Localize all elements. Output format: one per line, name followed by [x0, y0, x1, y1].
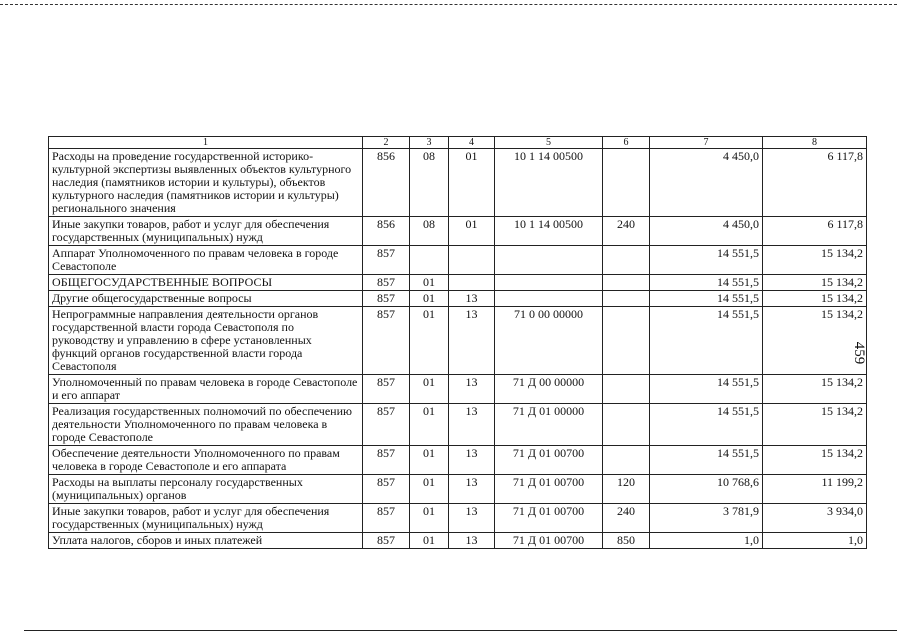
header-col-5: 5	[495, 137, 603, 149]
row-vr: 240	[603, 504, 650, 533]
row-rz: 01	[410, 307, 449, 375]
row-rz: 01	[410, 291, 449, 307]
row-vr	[603, 446, 650, 475]
row-year2: 11 199,2	[763, 475, 867, 504]
row-name: Уполномоченный по правам человека в городе Севастополе и его аппарат	[49, 375, 363, 404]
row-csr: 71 Д 00 00000	[495, 375, 603, 404]
header-col-3: 3	[410, 137, 449, 149]
row-year2: 15 134,2	[763, 446, 867, 475]
row-ved: 857	[363, 375, 410, 404]
row-year1: 4 450,0	[650, 149, 763, 217]
table-row	[49, 446, 867, 475]
header-col-1: 1	[49, 137, 363, 149]
row-rz: 01	[410, 275, 449, 291]
row-year2: 15 134,2	[763, 404, 867, 446]
row-name: Другие общегосударственные вопросы	[49, 291, 363, 307]
row-name: Иные закупки товаров, работ и услуг для обеспечения государственных (муниципальных) нужд	[49, 504, 363, 533]
row-pr: 13	[449, 291, 495, 307]
header-col-7: 7	[650, 137, 763, 149]
row-year2: 6 117,8	[763, 149, 867, 217]
row-year2: 6 117,8	[763, 217, 867, 246]
row-vr	[603, 149, 650, 217]
row-vr	[603, 291, 650, 307]
row-ved: 857	[363, 475, 410, 504]
row-ved: 857	[363, 533, 410, 549]
row-csr: 71 Д 01 00700	[495, 475, 603, 504]
row-name: Аппарат Уполномоченного по правам человека в городе Севастополе	[49, 246, 363, 275]
row-pr: 13	[449, 446, 495, 475]
row-name: Непрограммные направления деятельности органов государственной власти города Севастополя по руководству и управлению в сфере установленных функций органов государственной власти города Севастополя	[49, 307, 363, 375]
table-row	[49, 375, 867, 404]
table-row	[49, 475, 867, 504]
row-rz: 08	[410, 149, 449, 217]
row-ved: 857	[363, 504, 410, 533]
row-year1: 14 551,5	[650, 275, 763, 291]
bottom-edge-line	[24, 630, 897, 631]
row-rz: 01	[410, 375, 449, 404]
row-name: Расходы на проведение государственной историко-культурной экспертизы выявленных объектов культурного наследия (памятников истории и культуры), объектов культурного наследия (памятников истории и культуры) регионального значения	[49, 149, 363, 217]
row-year2: 3 934,0	[763, 504, 867, 533]
row-year1: 1,0	[650, 533, 763, 549]
row-year2: 15 134,2	[763, 375, 867, 404]
row-pr: 13	[449, 504, 495, 533]
row-rz: 01	[410, 446, 449, 475]
row-year1: 14 551,5	[650, 404, 763, 446]
table-row	[49, 533, 867, 549]
row-rz: 01	[410, 475, 449, 504]
row-year2: 15 134,2	[763, 275, 867, 291]
table-row	[49, 149, 867, 217]
row-name: Уплата налогов, сборов и иных платежей	[49, 533, 363, 549]
row-pr: 13	[449, 533, 495, 549]
row-ved: 856	[363, 149, 410, 217]
row-rz: 01	[410, 533, 449, 549]
row-name: Иные закупки товаров, работ и услуг для обеспечения государственных (муниципальных) нужд	[49, 217, 363, 246]
row-rz	[410, 246, 449, 275]
row-csr: 71 Д 01 00700	[495, 504, 603, 533]
row-pr: 01	[449, 149, 495, 217]
row-vr	[603, 307, 650, 375]
row-csr: 71 0 00 00000	[495, 307, 603, 375]
row-rz: 08	[410, 217, 449, 246]
row-pr: 13	[449, 404, 495, 446]
row-vr	[603, 246, 650, 275]
table-row	[49, 217, 867, 246]
row-pr	[449, 246, 495, 275]
row-pr	[449, 275, 495, 291]
row-ved: 856	[363, 217, 410, 246]
row-year2: 15 134,2	[763, 291, 867, 307]
table-row	[49, 275, 867, 291]
budget-table	[48, 136, 867, 549]
row-ved: 857	[363, 246, 410, 275]
page-number: 459	[851, 341, 867, 365]
row-ved: 857	[363, 275, 410, 291]
row-year2: 15 134,2	[763, 246, 867, 275]
table-row	[49, 404, 867, 446]
header-row	[49, 137, 867, 149]
row-vr	[603, 375, 650, 404]
table-row	[49, 291, 867, 307]
row-year1: 4 450,0	[650, 217, 763, 246]
row-pr: 13	[449, 475, 495, 504]
row-vr: 240	[603, 217, 650, 246]
row-csr: 71 Д 01 00700	[495, 446, 603, 475]
row-csr	[495, 246, 603, 275]
row-pr: 01	[449, 217, 495, 246]
row-year1: 14 551,5	[650, 307, 763, 375]
row-csr: 71 Д 01 00700	[495, 533, 603, 549]
row-year2: 1,0	[763, 533, 867, 549]
header-col-6: 6	[603, 137, 650, 149]
row-csr	[495, 275, 603, 291]
row-year1: 14 551,5	[650, 246, 763, 275]
row-vr: 850	[603, 533, 650, 549]
row-name: Обеспечение деятельности Уполномоченного по правам человека в городе Севастополе и его аппарата	[49, 446, 363, 475]
row-pr: 13	[449, 375, 495, 404]
row-year1: 14 551,5	[650, 291, 763, 307]
row-ved: 857	[363, 404, 410, 446]
row-ved: 857	[363, 307, 410, 375]
table-row	[49, 246, 867, 275]
row-name: ОБЩЕГОСУДАРСТВЕННЫЕ ВОПРОСЫ	[49, 275, 363, 291]
header-col-8: 8	[763, 137, 867, 149]
row-year1: 3 781,9	[650, 504, 763, 533]
row-vr: 120	[603, 475, 650, 504]
row-year1: 14 551,5	[650, 375, 763, 404]
row-vr	[603, 275, 650, 291]
row-name: Расходы на выплаты персоналу государственных (муниципальных) органов	[49, 475, 363, 504]
row-csr: 71 Д 01 00000	[495, 404, 603, 446]
row-year1: 14 551,5	[650, 446, 763, 475]
header-col-4: 4	[449, 137, 495, 149]
row-ved: 857	[363, 446, 410, 475]
row-year2: 15 134,2	[763, 307, 867, 375]
row-name: Реализация государственных полномочий по обеспечению деятельности Уполномоченного по правам человека в городе Севастополе	[49, 404, 363, 446]
row-year1: 10 768,6	[650, 475, 763, 504]
top-edge-line	[0, 4, 897, 5]
table-row	[49, 307, 867, 375]
row-pr: 13	[449, 307, 495, 375]
row-rz: 01	[410, 404, 449, 446]
row-csr: 10 1 14 00500	[495, 217, 603, 246]
row-csr: 10 1 14 00500	[495, 149, 603, 217]
row-csr	[495, 291, 603, 307]
row-rz: 01	[410, 504, 449, 533]
table-row	[49, 504, 867, 533]
header-col-2: 2	[363, 137, 410, 149]
row-ved: 857	[363, 291, 410, 307]
row-vr	[603, 404, 650, 446]
